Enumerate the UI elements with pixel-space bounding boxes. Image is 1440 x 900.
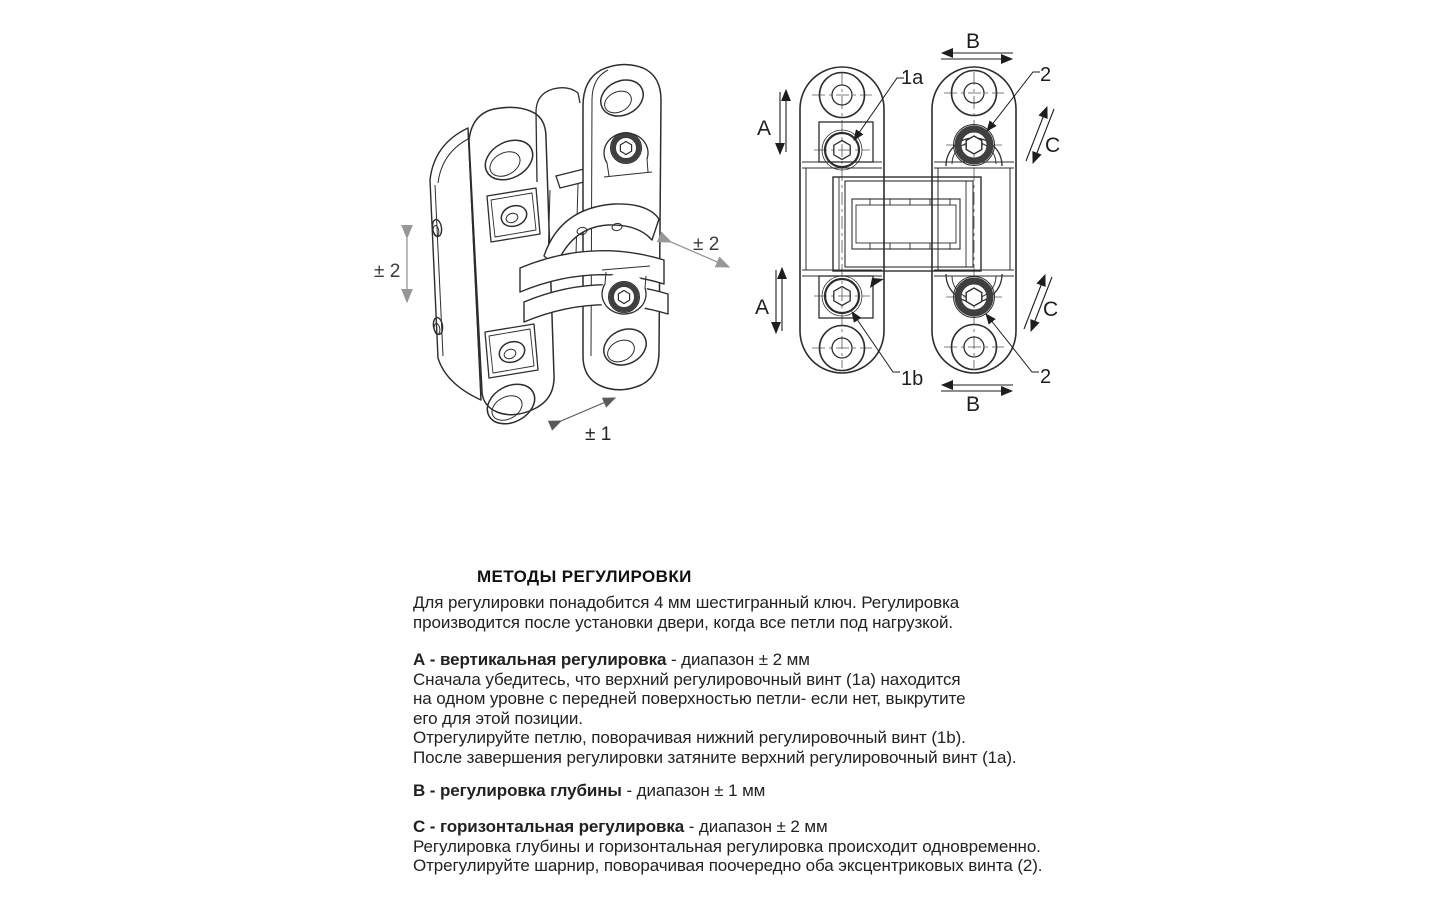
label-a-top: A (757, 117, 772, 140)
label-c-bottom: C (1043, 298, 1059, 321)
section-a-heading-line (413, 650, 1053, 670)
intro-paragraph (413, 593, 1053, 632)
label-c-top: C (1045, 134, 1061, 157)
section-a-line: его для этой позиции. (413, 708, 583, 728)
intro-line: Для регулировки понадобится 4 мм шестигранный ключ. Регулировка (413, 593, 960, 612)
page-title: МЕТОДЫ РЕГУЛИРОВКИ (477, 567, 692, 587)
section-a-line: на одном уровне с передней поверхностью петли- если нет, выкрутите (413, 689, 966, 708)
front-view-drawing (730, 20, 1080, 420)
section-c-heading-line (413, 817, 1053, 837)
label-2-bottom: 2 (1040, 366, 1052, 388)
section-c-line: Регулировка глубины и горизонтальная регулировка происходит одновременно. (413, 836, 1041, 856)
depth-range-arrow (561, 398, 615, 421)
section-b (413, 781, 1053, 801)
label-2-top: 2 (1040, 64, 1052, 86)
section-a-line: Отрегулируйте петлю, поворачивая нижний регулировочный винт (1b). (413, 728, 966, 747)
section-a-heading: А - вертикальная регулировка (413, 650, 667, 669)
section-b-range: - диапазон ± 1 мм (621, 781, 766, 800)
label-b-top: B (966, 30, 981, 53)
horizontal-range-label: ± 2 (693, 234, 720, 255)
section-c-range: - диапазон ± 2 мм (684, 817, 828, 836)
section-c-line: Отрегулируйте шарнир, поворачивая поочередно оба эксцентриковых винта (2). (413, 856, 1043, 875)
vertical-range-label: ± 2 (374, 261, 401, 282)
depth-range-label: ± 1 (585, 424, 612, 445)
label-1b: 1b (901, 368, 924, 390)
intro-line: производится после установки двери, когда все петли под нагрузкой. (413, 612, 954, 632)
label-1a: 1a (901, 67, 924, 89)
section-b-heading: В - регулировка глубины (413, 781, 622, 800)
section-a-line: Сначала убедитесь, что верхний регулировочный винт (1а) находится (413, 669, 961, 689)
label-a-bottom: A (755, 296, 770, 319)
section-a-line: После завершения регулировки затяните верхний регулировочный винт (1а). (413, 747, 1017, 767)
label-b-bottom: B (966, 393, 981, 416)
section-a (413, 650, 1053, 767)
iso-view-drawing (340, 40, 760, 460)
section-c-heading: С - горизонтальная регулировка (413, 817, 685, 836)
section-b-heading-line (413, 781, 1053, 801)
section-a-range: - диапазон ± 2 мм (666, 650, 810, 669)
section-c (413, 817, 1053, 876)
